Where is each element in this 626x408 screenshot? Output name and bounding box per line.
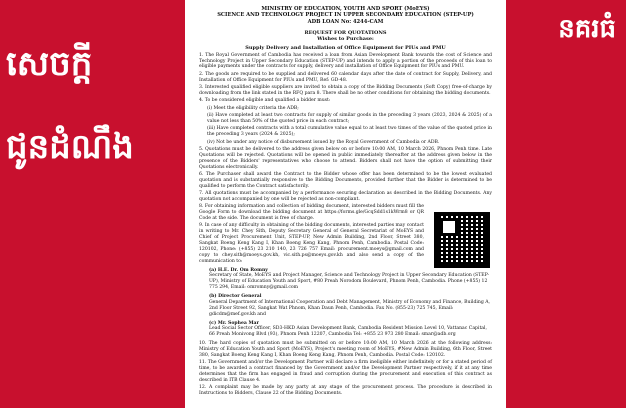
paragraph: 4. To be considered eligible and qualified a bidder must: — [199, 98, 331, 104]
request-title: REQUEST FOR QUOTATIONS — [304, 30, 387, 37]
header-line: ADB LOAN No: 4244-CAM — [307, 18, 384, 25]
paragraph: 8. For obtaining information and collection of bidding document, interested bidders must fill the Google Form to download the bidding document at https://forms.gle/GcqSdd1s1kWrm8 or QR Code at the side. The document is free of charge. — [199, 204, 424, 222]
criteria-item: (iii) Have completed contracts with a total cumulative value equal to at least two times of the value of the quoted price in the preceding 3 years (2024 & 2025); — [207, 126, 492, 138]
announcement-title-line1: សេចក្តី — [6, 44, 93, 84]
contact-text: General Department of International Cooperation and Debt Management, Ministry of Economy and Finance, Building A, 2nd Floor Street 92, Sangkat Wat Phnom, Khan Daun Penh, Cambodia. Fax No. (855-23) 725 745, Email: gdicdm@mef.gov.kh and — [209, 299, 490, 317]
announcement-title-line2: ជូនដំណឹង — [6, 127, 134, 167]
paragraph: 10. The hard copies of quotation must be submitted on or before 10:00 AM, 10 March 2026 at the following address: Ministry of Education Youth and Sport (MoEYS), Project's meeting room of MoEYS, #New Admin Building, 6th Floor, Street 380, Sangkat Boeng Keng Kang I, Khan Boeng Keng Kang, Phnom Penh, Cambodia. Postal Code: 120102. — [199, 341, 492, 358]
paragraph: 9. In case of any difficulty in obtaining of the bidding documents, interested parties may contact in writing to Mr. Chey Sith, Deputy Secretary General of General Secretariat of MoEYS and Chief of Project Procurement Unit, STEP-UP, New Admin Building, 2nd Floor, Street 380, Sangkat Boeng Keng Kang I, Khan Boeng Keng Kang, Phnom Penh, Cambodia. Postal Code: 120102, Phone: (+855) 23 210 140, 23 726 757 Email: procurement.moeys@gmail.com and copy to chey.sith@moeys.gov.kh, vic.sith.ps@moeys.gov.kh and also send a copy of the communication to: — [199, 223, 424, 264]
paragraph: 2. The goods are required to be supplied and delivered 60 calendar days after the date of contract for Supply, Delivery, and Installation of Office Equipment for PIUs and PMU, Ref: GD-48. — [199, 71, 492, 83]
document-header — [199, 6, 492, 25]
header-line: SCIENCE AND TECHNOLOGY PROJECT IN UPPER SECONDARY EDUCATION (STEP-UP) — [217, 12, 474, 19]
paragraph: 7. All quotations must be accompanied by a performance securing declaration as described in the Bidding Documents. Any quotation not accompanied by one will be rejected as non-compliant. — [199, 191, 492, 202]
paragraph: 11. The Government and/or the Development Partner will declare a firm ineligible either indefinitely or for a stated period of time, to be awarded a contract financed by the Government and/or the Development Partner respectively, if it at any time determines that the firm has engaged in fraud and corruption during the procurement and execution of this contract as described in ITB Clause 4. — [199, 360, 492, 383]
contact-block — [209, 268, 492, 292]
contact-label: (b) Director General — [209, 294, 262, 300]
paragraph: 6. The Purchaser shall award the Contract to the Bidder whose offer has been determined to be the lowest evaluated quotation and is substantially responsive to the Bidding Documents, provided further that the Bidder is determined to be qualified to perform the Contract satisfactorily. — [199, 171, 492, 189]
paragraph: 3. Interested qualified eligible suppliers are invited to obtain a copy of the Bidding Documents (Soft Copy) free-of-charge by downloading from the link stated in the RFQ para 8. There shall be no other conditions for obtaining the bidding documents. — [199, 85, 492, 96]
contact-text: Secretary of State, MoEYS and Project Manager, Science and Technology Project in Upper Secondary Education (STEP-UP), Ministry of Education Youth and Sport, #80 Preah Norodom Boulevard, Phnom Penh, Cambodia. Phone (+855) 12 775 294, Email: omromny@gmail.com — [209, 273, 489, 291]
paragraph: 5. Quotations must be delivered to the address given below on or before 10:00 AM, 10 March 2026, Phnom Penh time. Late Quotations will be rejected. Quotations will be opened in public immediately thereafter at the address given below in the presence of the Bidders' representatives who choose to attend. Bidders shall not have the option of submitting their Quotations electronically. — [199, 146, 492, 170]
subject-line: Supply Delivery and Installation of Office Equipment for PIUs and PMU — [245, 44, 446, 51]
wishes-line: Wishes to Purchase: — [317, 36, 374, 43]
contact-label: (a) H.E. Dr. Om Romny — [209, 267, 268, 273]
qr-code-icon[interactable] — [434, 212, 490, 268]
paragraph: 1. The Royal Government of Cambodia has received a loan from Asian Development Bank towards the cost of Science and Technology Project in Upper Secondary Education (STEP-UP) and intends to apply a portion of the proceeds of this loan to eligible payments under the contracts for supply, delivery and installation of Office Equipment for PIUs and PMU. — [199, 52, 492, 70]
criteria-item: (ii) Have completed at least two contracts for supply of similar goods in the preceding 3 years (2023, 2024 & 2025) of a value not less than 50% of the quoted price in each contract; — [207, 113, 492, 124]
contact-label: (c) Mr. Sophea Mar — [209, 320, 259, 326]
criteria-item: (iv) Not be under any notice of disbursement issued by the Royal Government of Cambodia or ADB. — [207, 139, 440, 145]
criteria-item: (i) Meet the eligibility criteria the ADB; — [207, 105, 299, 111]
paragraph: 12. A complaint may be made by any party at any stage of the procurement process. The procedure is described in Instructions to Bidders, Clause 22 of the Bidding Documents. — [199, 385, 492, 397]
header-line: MINISTRY OF EDUCATION, YOUTH AND SPORT (MoEYS) — [261, 6, 430, 12]
contact-text: Lead Social Sector Officer, SD3-HKD Asian Development Bank, Cambodia Resident Mission Level 10, Vattanac Capital, 66 Preah Monivong Blvd (93), Phnom Penh 12207, Cambodia Tel: +855 23 973 280 Email: smar@adb.org — [209, 326, 487, 338]
contact-block — [209, 321, 492, 339]
notice-document — [185, 0, 506, 408]
contact-block — [209, 294, 492, 318]
corner-title: នគរធំ — [558, 14, 616, 44]
